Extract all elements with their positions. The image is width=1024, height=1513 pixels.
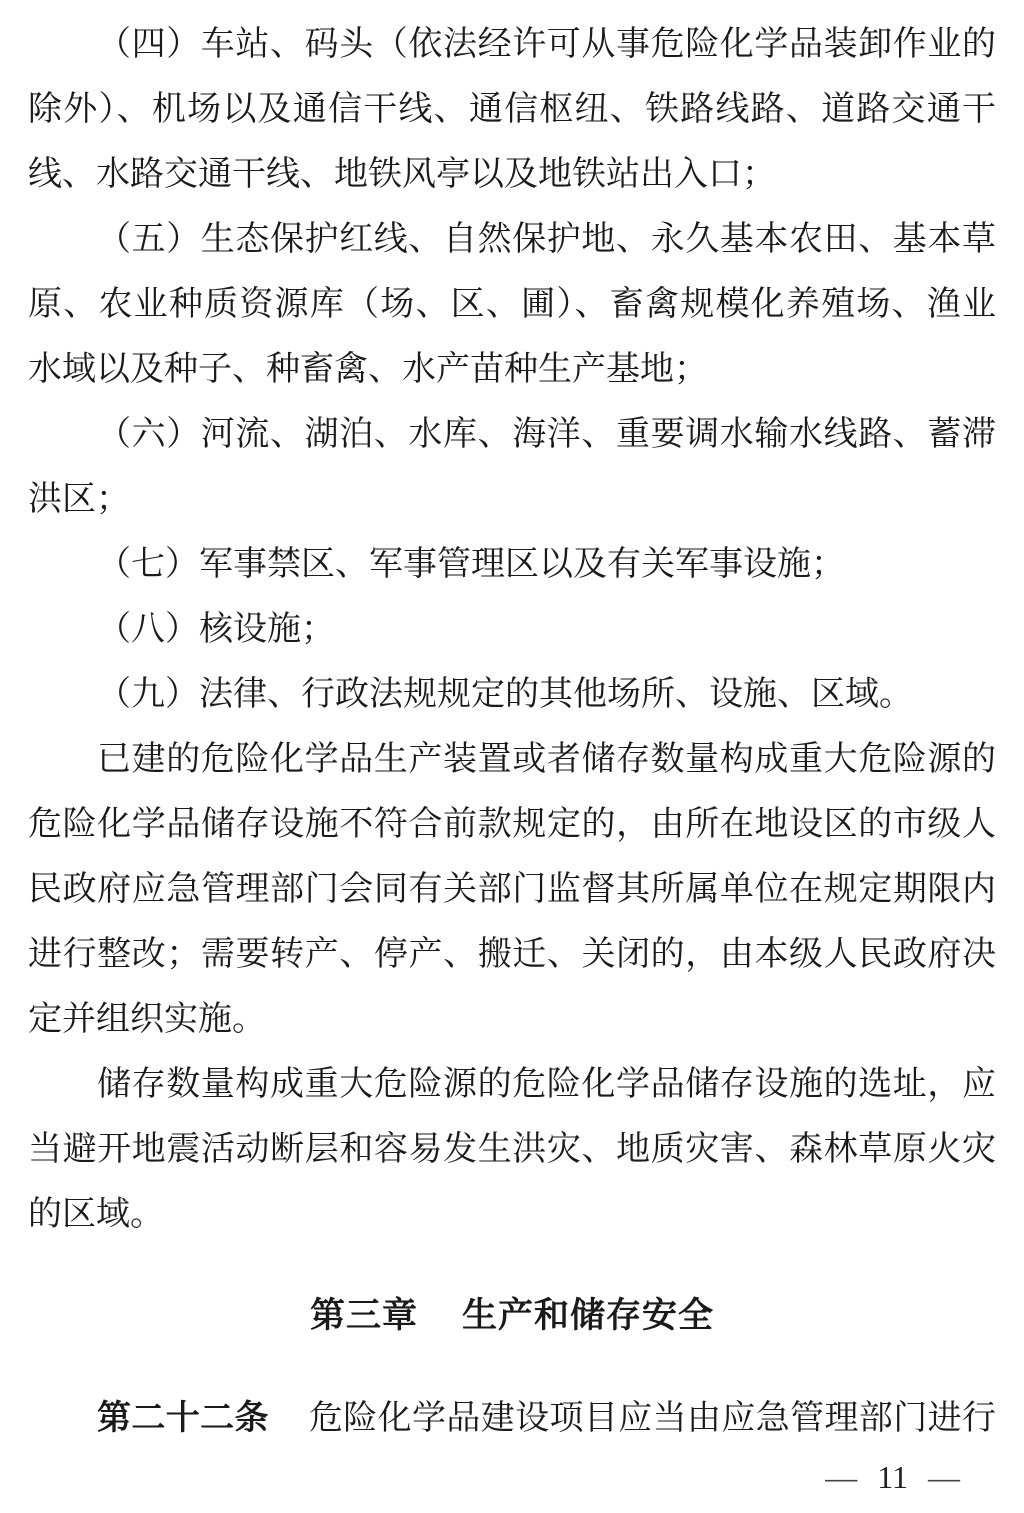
text-line: 除外）、机场以及通信干线、通信枢纽、铁路线路、道路交通干 — [28, 91, 996, 128]
chapter-title: 生产和储存安全 — [462, 1296, 715, 1335]
text-line: （五）生态保护红线、自然保护地、永久基本农田、基本草 — [97, 221, 996, 258]
page-number-dash-right: — — [928, 1459, 960, 1495]
text-line: 已建的危险化学品生产装置或者储存数量构成重大危险源的 — [97, 741, 996, 778]
text-line: 水域以及种子、种畜禽、水产苗种生产基地； — [28, 351, 708, 388]
text-line: 民政府应急管理部门会同有关部门监督其所属单位在规定期限内 — [28, 871, 996, 908]
text-line: 原、农业种质资源库（场、区、圃）、畜禽规模化养殖场、渔业 — [28, 286, 996, 323]
text-line: 储存数量构成重大危险源的危险化学品储存设施的选址，应 — [97, 1066, 996, 1103]
text-line: 的区域。 — [28, 1196, 164, 1233]
text-line: （八）核设施； — [97, 611, 335, 648]
text-line: 洪区； — [28, 481, 130, 518]
chapter-heading — [28, 1283, 996, 1348]
page-number-dash-left: — — [825, 1459, 858, 1495]
text-line: 定并组织实施。 — [28, 1001, 266, 1038]
text-line: 线、水路交通干线、地铁风亭以及地铁站出入口； — [28, 156, 776, 193]
text-line: （六）河流、湖泊、水库、海洋、重要调水输水线路、蓄滞 — [97, 416, 996, 453]
page-footer — [28, 1455, 996, 1499]
text-line: 当避开地震活动断层和容易发生洪灾、地质灾害、森林草原火灾 — [28, 1131, 996, 1168]
text-line: （七）军事禁区、军事管理区以及有关军事设施； — [97, 546, 845, 583]
text-line: （四）车站、码头（依法经许可从事危险化学品装卸作业的 — [97, 26, 996, 63]
text-line: （九）法律、行政法规规定的其他场所、设施、区域。 — [97, 676, 913, 713]
text-line: 进行整改；需要转产、停产、搬迁、关闭的，由本级人民政府决 — [28, 936, 996, 973]
article-text: 危险化学品建设项目应当由应急管理部门进行 — [308, 1400, 996, 1437]
text-line: 危险化学品储存设施不符合前款规定的，由所在地设区的市级人 — [28, 806, 996, 843]
chapter-number: 第三章 — [309, 1296, 418, 1335]
page-number: 11 — [877, 1459, 908, 1495]
article-number-label: 第二十二条 — [97, 1399, 269, 1437]
article-paragraph — [28, 1386, 996, 1451]
